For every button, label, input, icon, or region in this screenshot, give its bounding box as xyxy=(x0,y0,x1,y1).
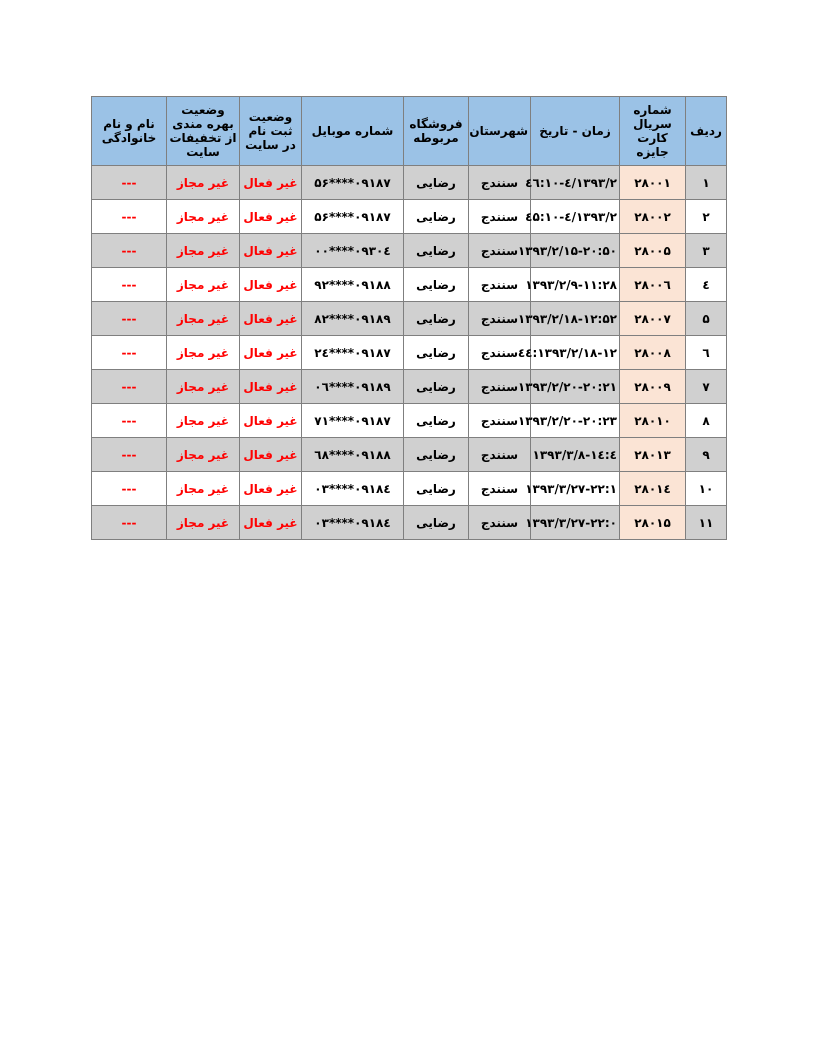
cell-full-name: --- xyxy=(92,234,167,268)
cell-row-number: ٦ xyxy=(686,336,727,370)
header-city: شهرستان xyxy=(469,97,531,166)
cell-discount-status: غیر مجاز xyxy=(167,506,240,540)
cell-datetime: ۱۳۹۳/۳/۲۷-۲۲:۰ xyxy=(531,506,620,540)
cell-city: سنندج xyxy=(469,472,531,506)
cell-mobile: ۰۹۱۸٤****۰۳ xyxy=(302,506,404,540)
cell-row-number: ۳ xyxy=(686,234,727,268)
cell-row-number: ۲ xyxy=(686,200,727,234)
cell-store: رضایی xyxy=(404,336,469,370)
cell-full-name: --- xyxy=(92,302,167,336)
cell-serial: ۲۸۰۰۱ xyxy=(620,166,686,200)
table-header-row xyxy=(92,97,727,166)
table-row xyxy=(92,404,727,438)
header-store: فروشگاه مربوطه xyxy=(404,97,469,166)
cell-registration-status: غیر فعال xyxy=(240,200,302,234)
cell-mobile: ۰۹۱۸۷****۲٤ xyxy=(302,336,404,370)
cell-serial: ۲۸۰۱٤ xyxy=(620,472,686,506)
cell-city: سنندج xyxy=(469,234,531,268)
cell-full-name: --- xyxy=(92,404,167,438)
cell-discount-status: غیر مجاز xyxy=(167,336,240,370)
cell-full-name: --- xyxy=(92,336,167,370)
cell-store: رضایی xyxy=(404,370,469,404)
cell-store: رضایی xyxy=(404,472,469,506)
cell-row-number: ۹ xyxy=(686,438,727,472)
cell-registration-status: غیر فعال xyxy=(240,472,302,506)
cell-row-number: ۱۰ xyxy=(686,472,727,506)
cell-discount-status: غیر مجاز xyxy=(167,472,240,506)
table-row xyxy=(92,234,727,268)
cell-serial: ۲۸۰۰۵ xyxy=(620,234,686,268)
cell-row-number: ۸ xyxy=(686,404,727,438)
cell-city: سنندج xyxy=(469,268,531,302)
header-serial: شماره سریال کارت جایزه xyxy=(620,97,686,166)
header-registration-status: وضعیت ثبت نام در سایت xyxy=(240,97,302,166)
cell-datetime: ۱۳۹۳/۲/۱۵-۲۰:۵۰ xyxy=(531,234,620,268)
cell-city: سنندج xyxy=(469,336,531,370)
table-row xyxy=(92,200,727,234)
cell-store: رضایی xyxy=(404,404,469,438)
cell-full-name: --- xyxy=(92,370,167,404)
cell-mobile: ۰۹۱۸۸****۹۲ xyxy=(302,268,404,302)
cell-row-number: ۱ xyxy=(686,166,727,200)
cell-row-number: ٤ xyxy=(686,268,727,302)
cell-store: رضایی xyxy=(404,268,469,302)
cell-discount-status: غیر مجاز xyxy=(167,370,240,404)
header-discount-status: وضعیت بهره مندی از تخفیفات سایت xyxy=(167,97,240,166)
prize-card-table xyxy=(91,96,727,540)
cell-mobile: ۰۹۱۸۸****٦۸ xyxy=(302,438,404,472)
cell-serial: ۲۸۰۰٦ xyxy=(620,268,686,302)
table-row xyxy=(92,302,727,336)
cell-mobile: ۰۹۱۸٤****۰۳ xyxy=(302,472,404,506)
cell-registration-status: غیر فعال xyxy=(240,268,302,302)
table-row xyxy=(92,506,727,540)
cell-city: سنندج xyxy=(469,438,531,472)
cell-full-name: --- xyxy=(92,472,167,506)
cell-datetime: ۱۳۹۳/۳/۲۷-۲۲:۱ xyxy=(531,472,620,506)
table-row xyxy=(92,166,727,200)
cell-registration-status: غیر فعال xyxy=(240,234,302,268)
cell-mobile: ۰۹۱۸۹****۸۲ xyxy=(302,302,404,336)
cell-store: رضایی xyxy=(404,438,469,472)
header-full-name: نام و نام خانوادگی xyxy=(92,97,167,166)
cell-mobile: ۰۹۱۸۷****۷۱ xyxy=(302,404,404,438)
cell-registration-status: غیر فعال xyxy=(240,404,302,438)
cell-full-name: --- xyxy=(92,506,167,540)
cell-city: سنندج xyxy=(469,506,531,540)
report-sheet xyxy=(91,96,726,540)
cell-mobile: ۰۹۱۸۹****۰٦ xyxy=(302,370,404,404)
cell-store: رضایی xyxy=(404,506,469,540)
cell-city: سنندج xyxy=(469,166,531,200)
cell-city: سنندج xyxy=(469,370,531,404)
cell-registration-status: غیر فعال xyxy=(240,438,302,472)
cell-full-name: --- xyxy=(92,166,167,200)
cell-full-name: --- xyxy=(92,438,167,472)
cell-datetime: ۱۳۹۳/۲/٤-۱۰:٤۵ xyxy=(531,200,620,234)
cell-store: رضایی xyxy=(404,200,469,234)
table-row xyxy=(92,336,727,370)
cell-store: رضایی xyxy=(404,302,469,336)
cell-registration-status: غیر فعال xyxy=(240,370,302,404)
cell-datetime: ۱۳۹۳/۲/٤-۱۰:٤٦ xyxy=(531,166,620,200)
cell-discount-status: غیر مجاز xyxy=(167,302,240,336)
cell-registration-status: غیر فعال xyxy=(240,506,302,540)
table-row xyxy=(92,438,727,472)
cell-row-number: ۵ xyxy=(686,302,727,336)
cell-full-name: --- xyxy=(92,268,167,302)
cell-discount-status: غیر مجاز xyxy=(167,200,240,234)
table-row xyxy=(92,268,727,302)
cell-serial: ۲۸۰۰۹ xyxy=(620,370,686,404)
cell-city: سنندج xyxy=(469,404,531,438)
cell-datetime: ۱۳۹۳/۲/۹-۱۱:۲۸ xyxy=(531,268,620,302)
cell-serial: ۲۸۰۱۰ xyxy=(620,404,686,438)
cell-discount-status: غیر مجاز xyxy=(167,166,240,200)
cell-serial: ۲۸۰۱۳ xyxy=(620,438,686,472)
cell-discount-status: غیر مجاز xyxy=(167,438,240,472)
cell-serial: ۲۸۰۰۲ xyxy=(620,200,686,234)
cell-store: رضایی xyxy=(404,166,469,200)
table-body xyxy=(92,166,727,540)
cell-datetime: ۱۳۹۳/۳/۸-۱٤:٤ xyxy=(531,438,620,472)
cell-discount-status: غیر مجاز xyxy=(167,268,240,302)
cell-serial: ۲۸۰۰۸ xyxy=(620,336,686,370)
cell-registration-status: غیر فعال xyxy=(240,302,302,336)
cell-serial: ۲۸۰۰۷ xyxy=(620,302,686,336)
header-datetime: زمان - تاریخ xyxy=(531,97,620,166)
cell-mobile: ۰۹۱۸۷****۵۶ xyxy=(302,166,404,200)
cell-datetime: ۱۳۹۳/۲/۱۸-۱۲:٤٤ xyxy=(531,336,620,370)
cell-row-number: ۱۱ xyxy=(686,506,727,540)
cell-city: سنندج xyxy=(469,200,531,234)
cell-mobile: ۰۹۳۰٤****۰۰ xyxy=(302,234,404,268)
header-row-number: ردیف xyxy=(686,97,727,166)
header-mobile: شماره موبایل xyxy=(302,97,404,166)
cell-serial: ۲۸۰۱۵ xyxy=(620,506,686,540)
cell-discount-status: غیر مجاز xyxy=(167,234,240,268)
cell-row-number: ۷ xyxy=(686,370,727,404)
cell-full-name: --- xyxy=(92,200,167,234)
cell-discount-status: غیر مجاز xyxy=(167,404,240,438)
cell-registration-status: غیر فعال xyxy=(240,166,302,200)
table-row xyxy=(92,370,727,404)
cell-mobile: ۰۹۱۸۷****۵۶ xyxy=(302,200,404,234)
cell-city: سنندج xyxy=(469,302,531,336)
cell-datetime: ۱۳۹۳/۲/۲۰-۲۰:۲۳ xyxy=(531,404,620,438)
table-row xyxy=(92,472,727,506)
cell-datetime: ۱۳۹۳/۲/۲۰-۲۰:۲۱ xyxy=(531,370,620,404)
cell-datetime: ۱۳۹۳/۲/۱۸-۱۲:۵۲ xyxy=(531,302,620,336)
cell-registration-status: غیر فعال xyxy=(240,336,302,370)
cell-store: رضایی xyxy=(404,234,469,268)
